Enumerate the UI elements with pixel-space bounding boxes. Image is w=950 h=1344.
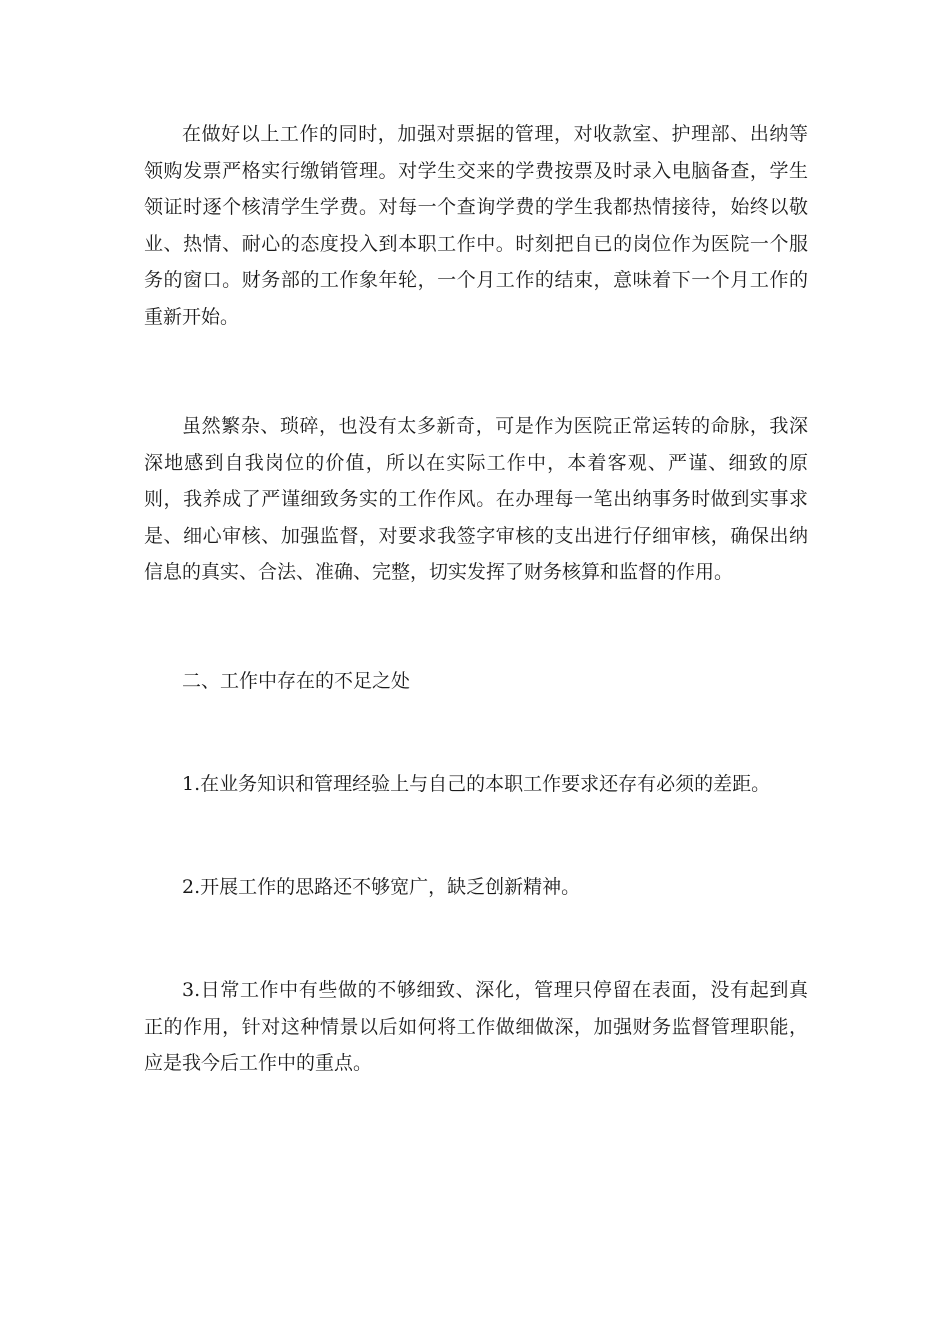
list-item-1: 1.在业务知识和管理经验上与自己的本职工作要求还存有必须的差距。	[182, 773, 771, 795]
list-item-3: 3.日常工作中有些做的不够细致、深化，管理只停留在表面，没有起到真正的作用，针对这种情景以后如何将工作做细做深，加强财务监督管理职能，应是我今后工作中的重点。	[144, 979, 808, 1074]
paragraph-work-attitude: 虽然繁杂、琐碎，也没有太多新奇，可是作为医院正常运转的命脉，我深深地感到自我岗位的价值，所以在实际工作中，本着客观、严谨、细致的原则，我养成了严谨细致务实的工作作风。在办理每一笔出纳事务时做到实事求是、细心审核、加强监督，对要求我签字审核的支出进行仔细审核，确保出纳信息的真实、合法、准确、完整，切实发挥了财务核算和监督的作用。	[144, 415, 808, 583]
list-item-2: 2.开展工作的思路还不够宽广，缺乏创新精神。	[182, 876, 581, 898]
paragraph-bill-management: 在做好以上工作的同时，加强对票据的管理，对收款室、护理部、出纳等领购发票严格实行缴销管理。对学生交来的学费按票及时录入电脑备查，学生领证时逐个核清学生学费。对每一个查询学费的学生我都热情接待，始终以敬业、热情、耐心的态度投入到本职工作中。时刻把自已的岗位作为医院一个服务的窗口。财务部的工作象年轮，一个月工作的结束，意味着下一个月工作的重新开始。	[144, 123, 808, 328]
section-heading: 二、工作中存在的不足之处	[182, 670, 411, 692]
